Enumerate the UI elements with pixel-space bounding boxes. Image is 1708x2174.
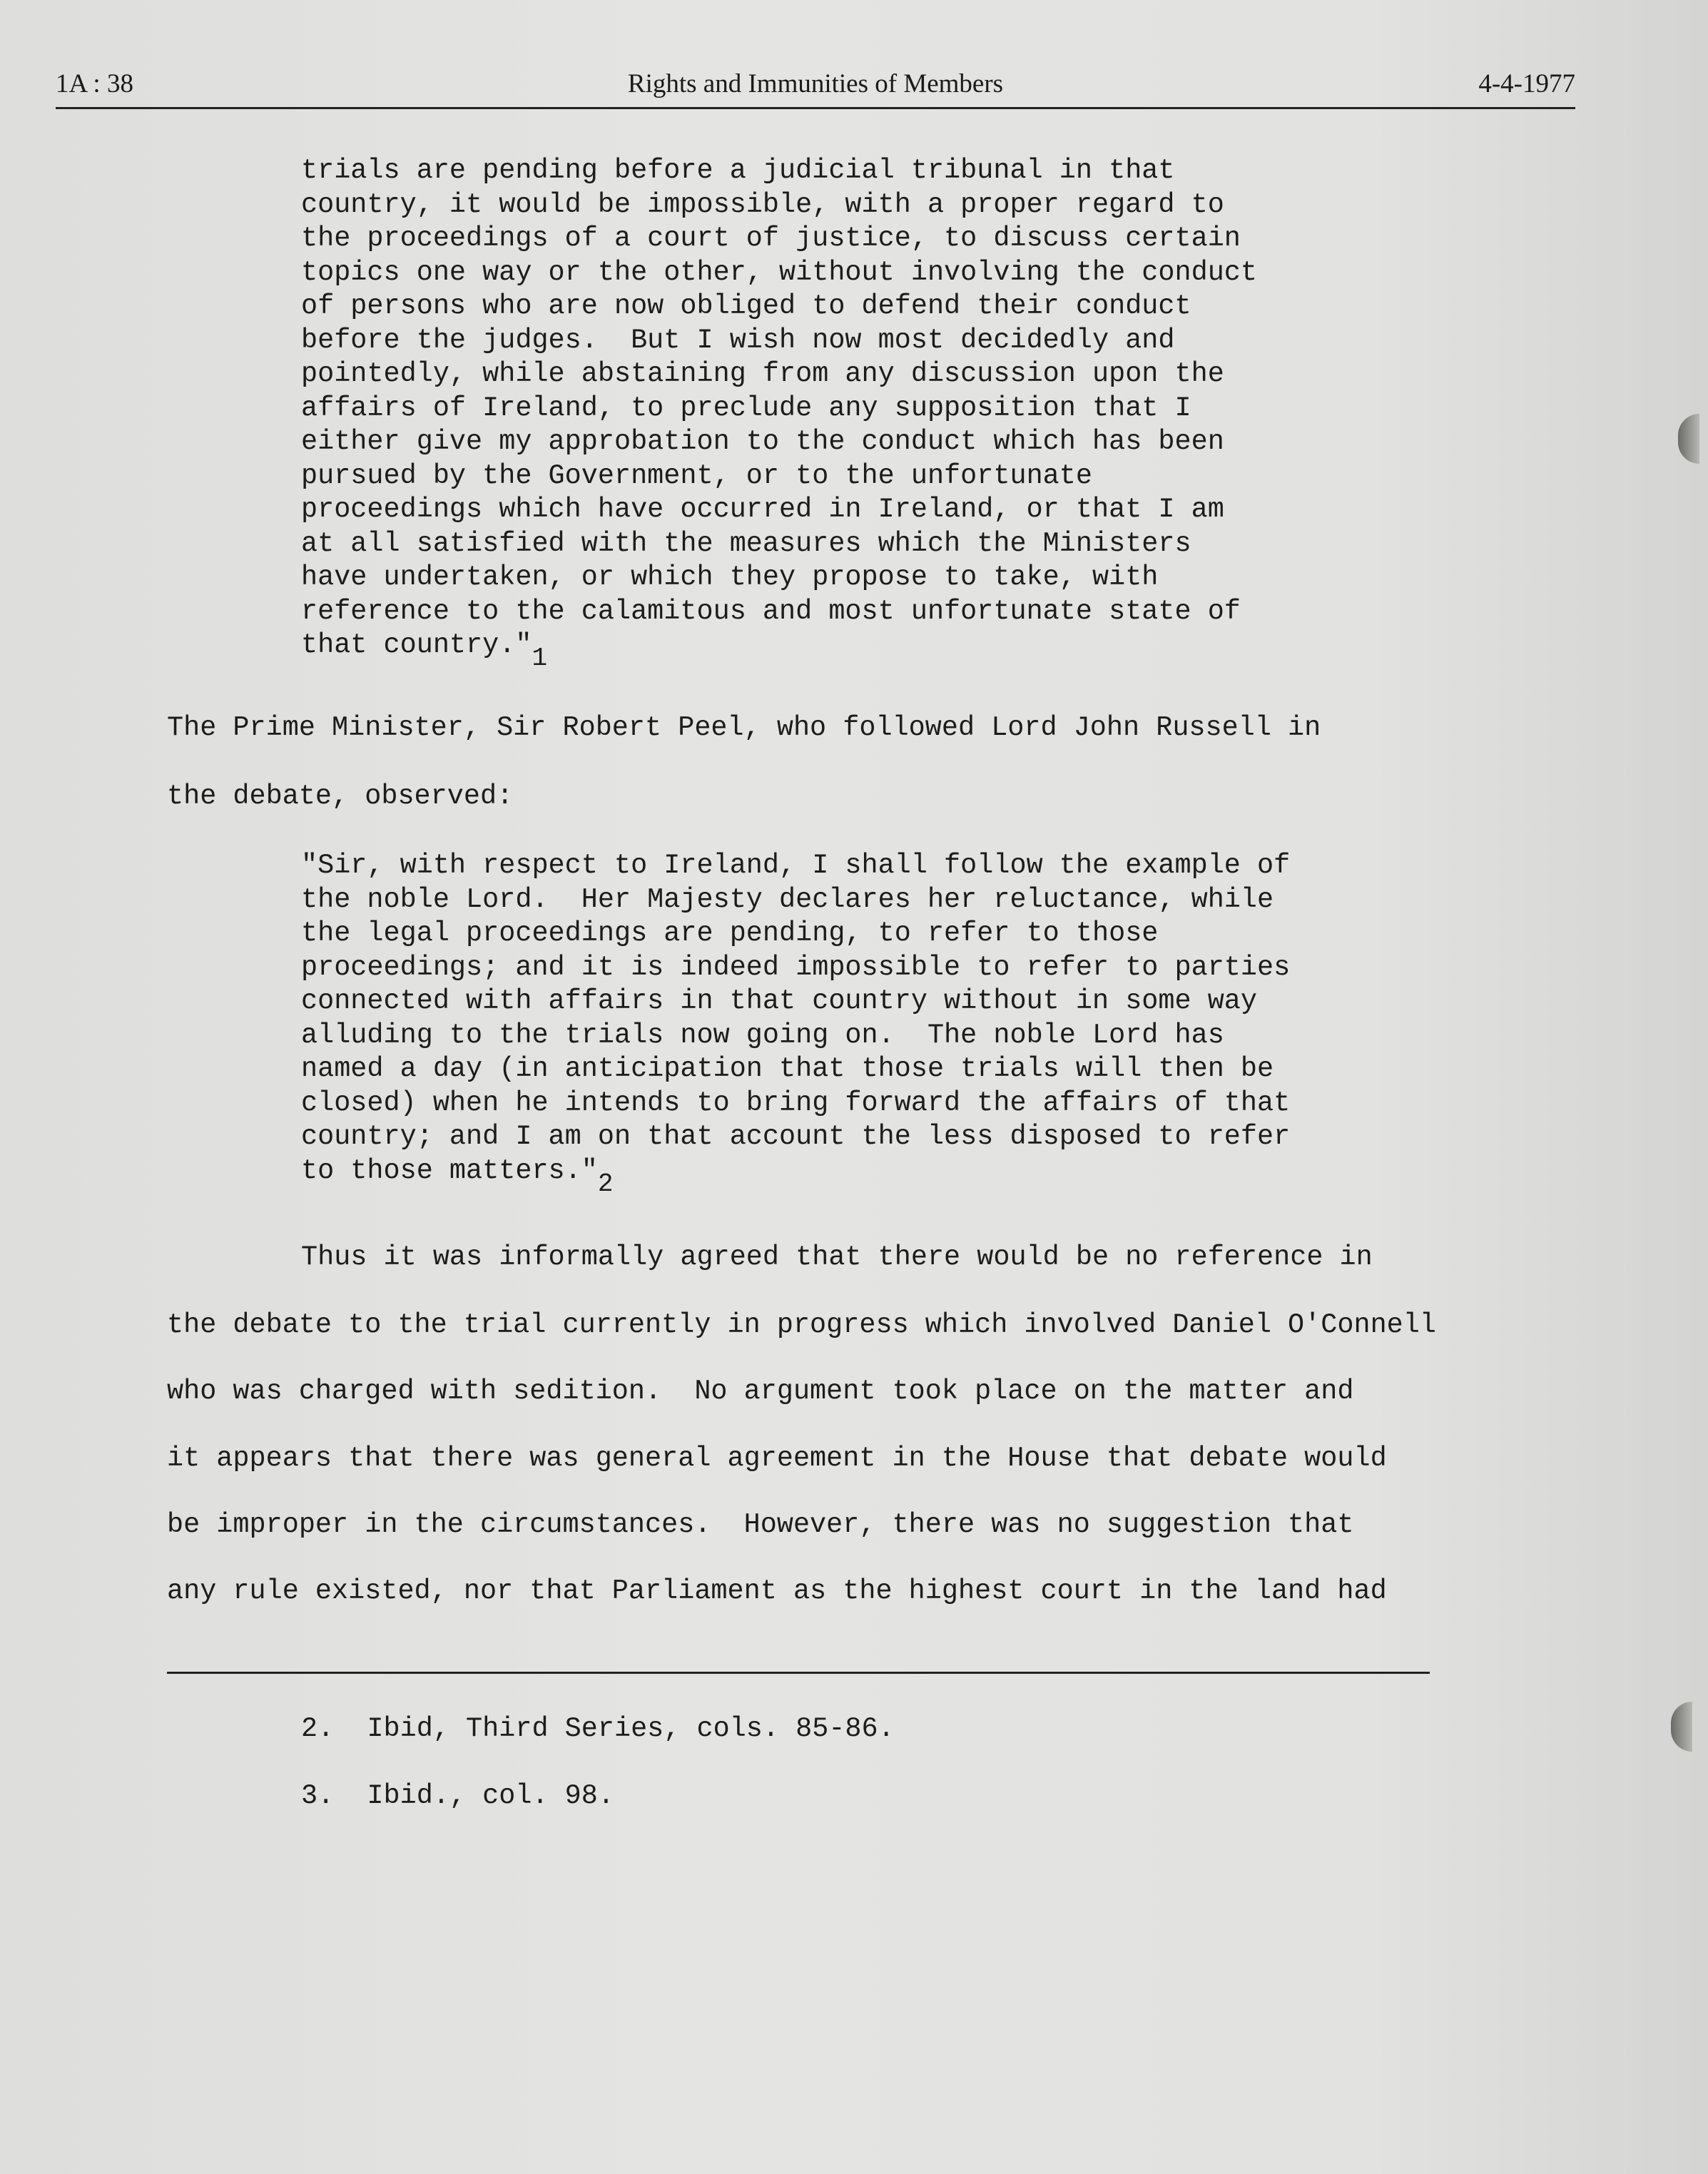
footnote: 2. Ibid, Third Series, cols. 85-86. <box>301 1713 895 1744</box>
quote-end: that country." <box>301 629 532 661</box>
intro-line-2: the debate, observed: <box>167 781 514 812</box>
body-line: any rule existed, nor that Parliament as the highest court in the land had <box>167 1575 1387 1607</box>
page-reference: 1A : 38 <box>56 69 133 98</box>
quote-line: affairs of Ireland, to preclude any supposition that I <box>301 392 1191 424</box>
quote-line: the legal proceedings are pending, to refer to those <box>301 918 1159 949</box>
running-title: Rights and Immunities of Members <box>627 69 1004 98</box>
body-line: who was charged with sedition. No argument took place on the matter and <box>167 1376 1354 1407</box>
page-header <box>56 68 1575 108</box>
quote-line: "Sir, with respect to Ireland, I shall follow the example of <box>301 850 1291 881</box>
quote-line: before the judges. But I wish now most decidedly and <box>301 324 1175 356</box>
intro-line-1: The Prime Minister, Sir Robert Peel, who followed Lord John Russell in <box>167 712 1321 743</box>
quote-line-last <box>301 629 1257 673</box>
quote-line: connected with affairs in that country without in some way <box>301 985 1258 1017</box>
body-line: be improper in the circumstances. However, there was no suggestion that <box>167 1509 1354 1540</box>
quote-line: the noble Lord. Her Majesty declares her reluctance, while <box>301 883 1274 915</box>
quote-line: proceedings which have occurred in Ireland, or that I am <box>301 494 1224 525</box>
quote-line: have undertaken, or which they propose to take, with <box>301 562 1159 593</box>
quote-line: named a day (in anticipation that those trials will then be <box>301 1053 1274 1085</box>
quote-line: country; and I am on that account the less disposed to refer <box>301 1121 1291 1152</box>
quote-line: proceedings; and it is indeed impossible to refer to parties <box>301 951 1291 983</box>
quote-line: pursued by the Government, or to the unfortunate <box>301 459 1092 492</box>
footnote-mark: 1 <box>532 644 548 673</box>
binder-hole-mark <box>1671 1702 1692 1752</box>
quote-line: alluding to the trials now going on. The noble Lord has <box>301 1019 1224 1051</box>
quotation-russell <box>301 154 1258 673</box>
footnote-rule <box>167 1672 1430 1674</box>
body-line: it appears that there was general agreement in the House that debate would <box>167 1443 1387 1474</box>
quote-line: either give my approbation to the conduct which has been <box>301 426 1224 457</box>
quote-line: pointedly, while abstaining from any discussion upon the <box>301 358 1224 390</box>
quote-line: at all satisfied with the measures which the Ministers <box>301 527 1191 559</box>
quote-line: country, it would be impossible, with a proper regard to <box>301 188 1224 220</box>
quote-line: the proceedings of a court of justice, to discuss certain <box>301 223 1241 254</box>
quote-line-last <box>301 1154 1290 1199</box>
header-date: 4-4-1977 <box>1478 69 1575 98</box>
quote-line: topics one way or the other, without involving the conduct <box>301 256 1258 288</box>
quote-line: trials are pending before a judicial tribunal in that <box>301 155 1175 186</box>
binder-hole-mark <box>1678 414 1699 464</box>
quote-line: closed) when he intends to bring forward the affairs of that <box>301 1087 1291 1119</box>
body-line: Thus it was informally agreed that there would be no reference in <box>301 1241 1373 1273</box>
footnote: 3. Ibid., col. 98. <box>301 1780 614 1812</box>
quote-line: reference to the calamitous and most unfortunate state of <box>301 595 1241 627</box>
quote-end: to those matters." <box>301 1154 598 1187</box>
header-rule <box>56 107 1575 109</box>
quote-line: of persons who are now obliged to defend their conduct <box>301 290 1191 322</box>
body-line: the debate to the trial currently in progress which involved Daniel O'Connell <box>167 1309 1436 1341</box>
footnote-mark: 2 <box>597 1169 614 1199</box>
quotation-peel <box>301 849 1291 1199</box>
